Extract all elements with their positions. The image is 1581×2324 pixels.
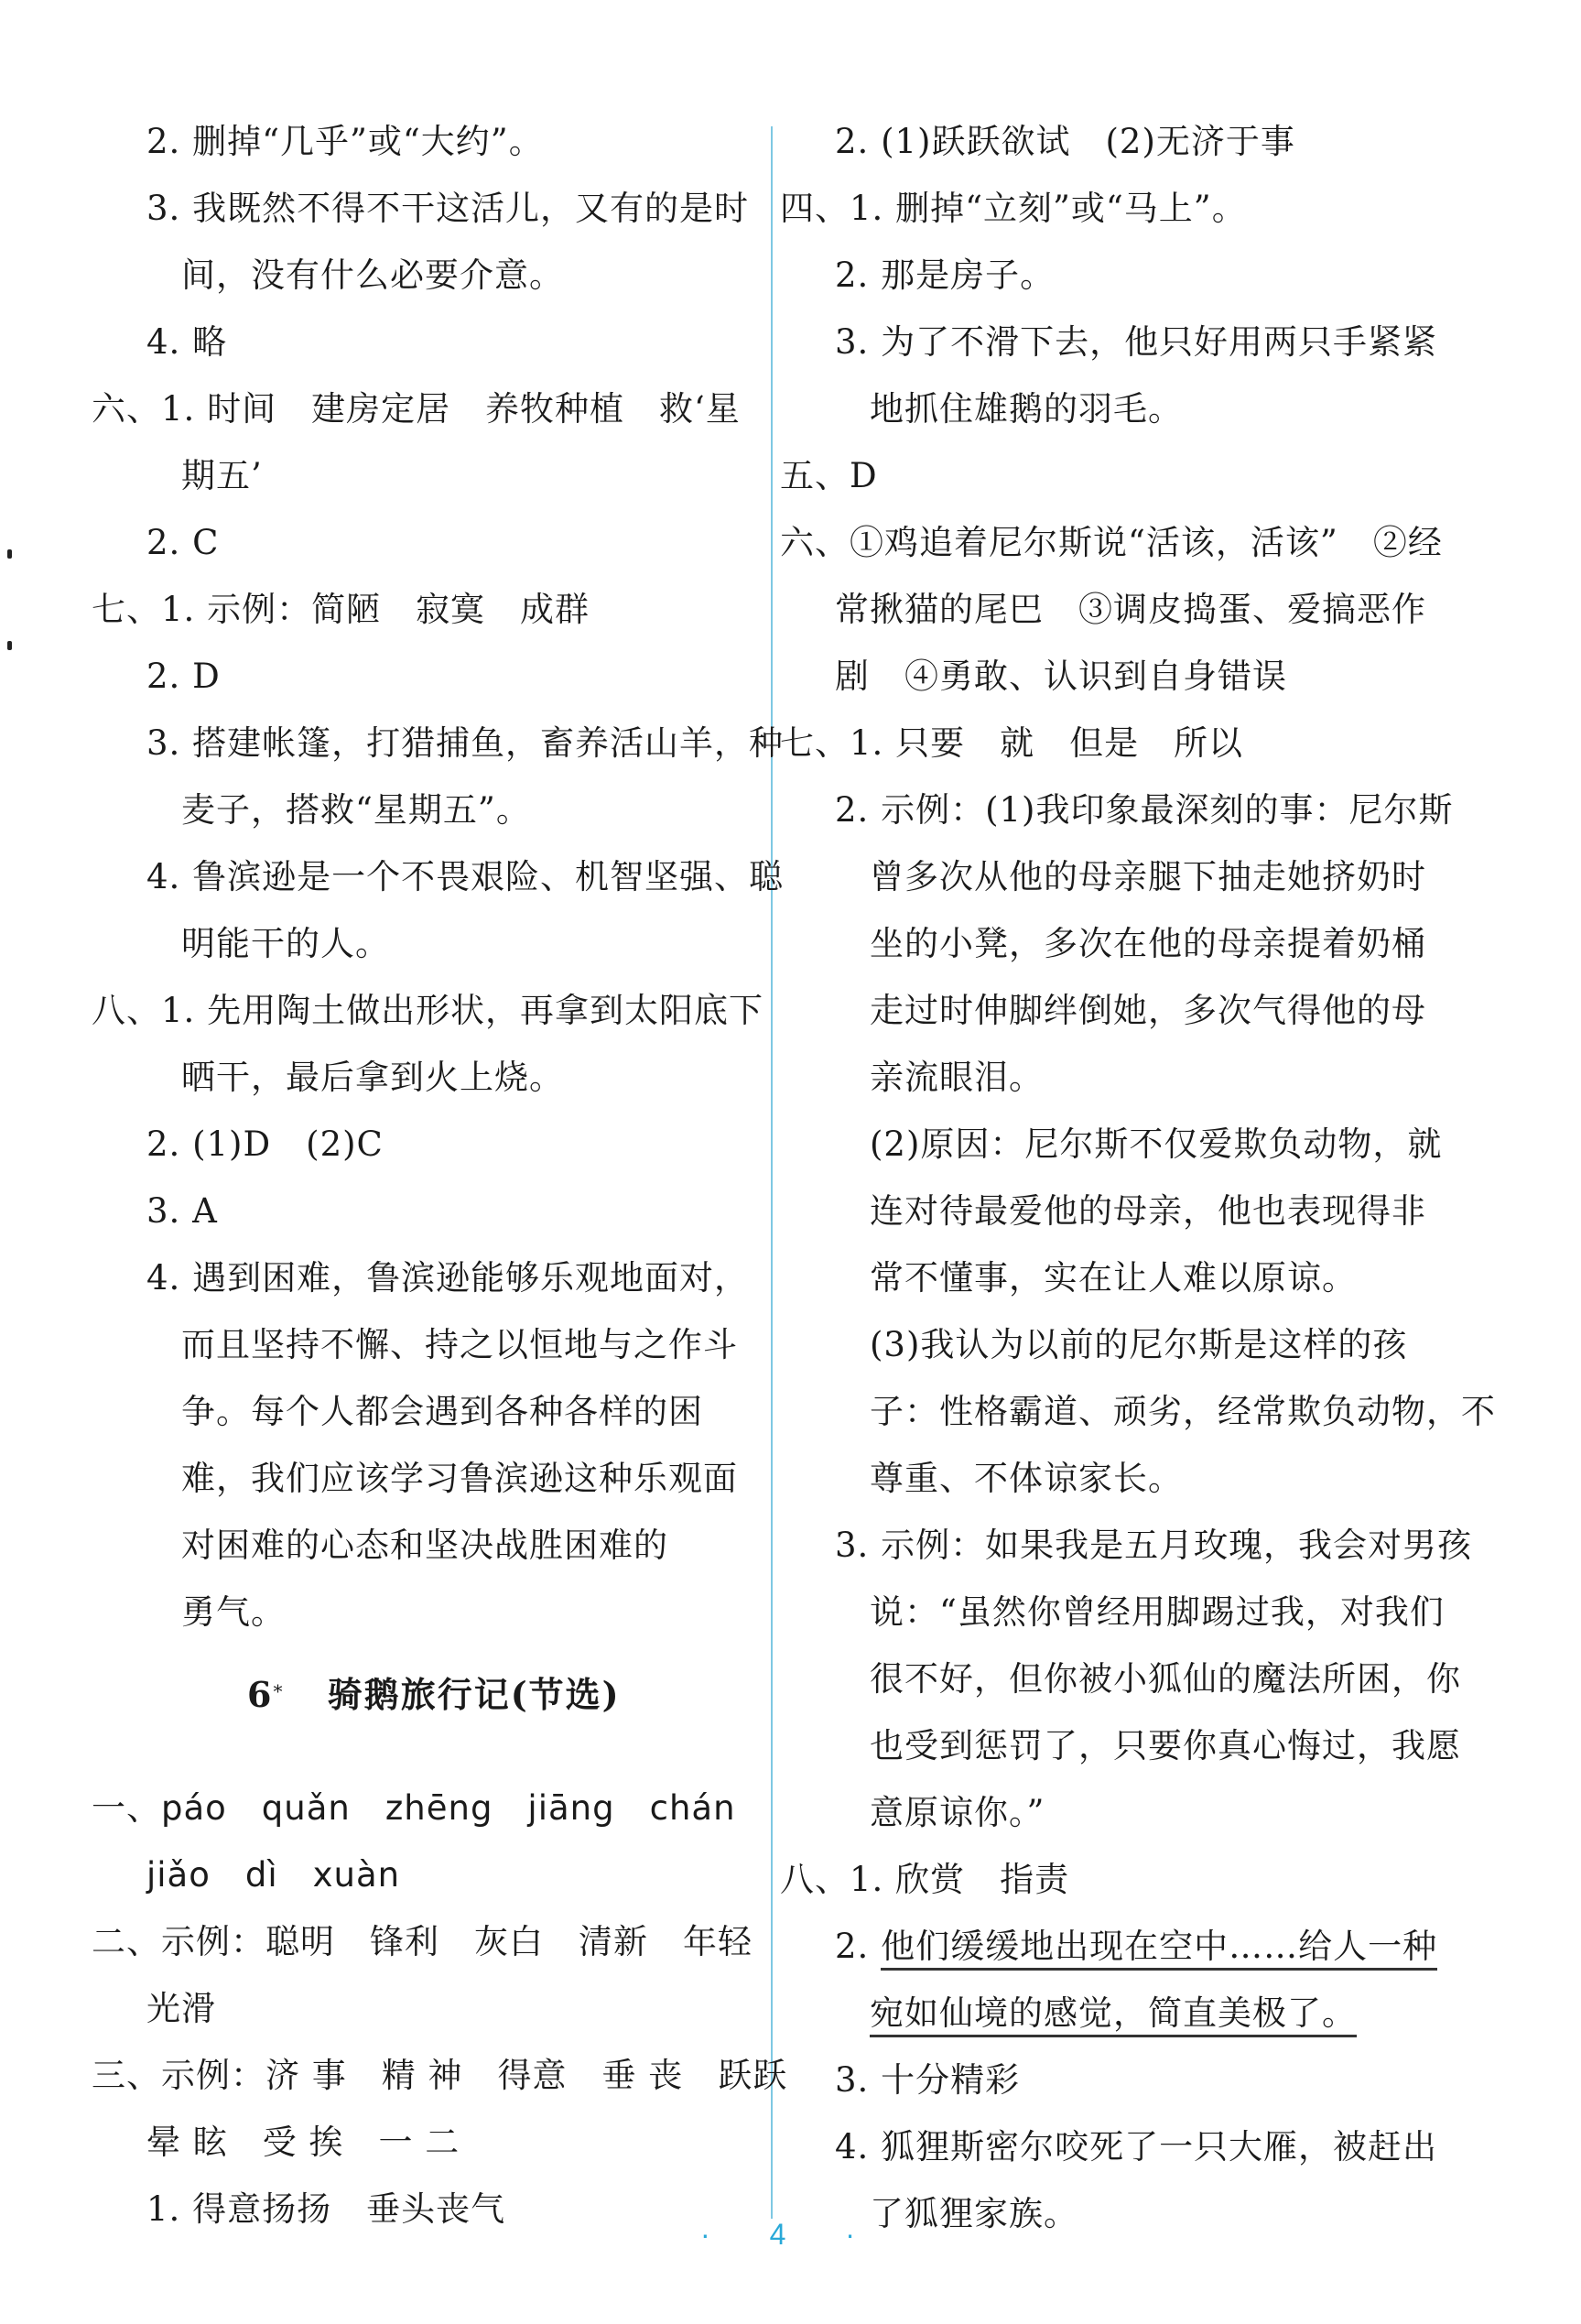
answer-line: 坐的小凳，多次在他的母亲提着奶桶	[870, 924, 1426, 963]
answer-line: 三、示例：济 事 精 神 得意 垂 丧 跃跃	[92, 2056, 788, 2095]
answer-line: 七、1. 示例：简陋 寂寞 成群	[92, 590, 590, 629]
answer-line: 2. C	[146, 523, 220, 562]
answer-line: 争。每个人都会遇到各种各样的困	[181, 1392, 703, 1431]
answer-line: 尊重、不体谅家长。	[870, 1459, 1183, 1498]
answer-line: 走过时伸脚绊倒她，多次气得他的母	[870, 991, 1426, 1030]
answer-line: 3. 示例：如果我是五月玫瑰，我会对男孩	[835, 1526, 1473, 1565]
answer-line: 意原谅你。”	[870, 1793, 1045, 1832]
answer-line: 3. 我既然不得不干这活儿，又有的是时	[146, 189, 750, 228]
answer-line: 八、1. 欣赏 指责	[780, 1860, 1070, 1899]
answer-line: 2. D	[146, 657, 221, 696]
answer-line: 连对待最爱他的母亲，他也表现得非	[870, 1191, 1426, 1231]
answer-line: 2. 删掉“几乎”或“大约”。	[146, 122, 544, 161]
answer-line: 4. 遇到困难，鲁滨逊能够乐观地面对，	[146, 1258, 750, 1298]
answer-line: 了狐狸家族。	[870, 2194, 1078, 2233]
answer-line: 八、1. 先用陶土做出形状，再拿到太阳底下	[92, 991, 764, 1030]
answer-line: 麦子，搭救“星期五”。	[181, 790, 531, 830]
answer-line: 3. 十分精彩	[835, 2060, 1021, 2100]
answer-line: 3. 搭建帐篷，打猎捕鱼，畜养活山羊，种	[146, 723, 785, 763]
answer-line: 4. 狐狸斯密尔咬死了一只大雁，被赶出	[835, 2127, 1438, 2167]
scan-mark	[7, 641, 12, 650]
answer-line: jiǎo dì xuàn	[146, 1855, 401, 1895]
answer-line: 常揪猫的尾巴 ③调皮捣蛋、爱搞恶作	[835, 590, 1426, 629]
answer-line: 六、①鸡追着尼尔斯说“活该，活该” ②经	[780, 523, 1443, 562]
answer-line: 3. A	[146, 1191, 218, 1231]
answer-line: 二、示例：聪明 锋利 灰白 清新 年轻	[92, 1922, 753, 1961]
answer-line: 剧 ④勇敢、认识到自身错误	[835, 657, 1287, 696]
answer-line: 明能干的人。	[181, 924, 390, 963]
answer-line: 曾多次从他的母亲腿下抽走她挤奶时	[870, 857, 1426, 896]
answer-line: 也受到惩罚了，只要你真心悔过，我愿	[870, 1726, 1461, 1765]
answer-line: 1. 得意扬扬 垂头丧气	[146, 2189, 506, 2229]
page-number: · 4 ·	[700, 2218, 881, 2251]
answer-line: 难，我们应该学习鲁滨逊这种乐观面	[181, 1459, 738, 1498]
answer-line: 很不好，但你被小狐仙的魔法所困，你	[870, 1659, 1461, 1699]
answer-line: 晕 眩 受 挨 一 二	[146, 2123, 460, 2162]
answer-line: 期五’	[181, 456, 263, 495]
answer-line: 光滑	[146, 1989, 216, 2028]
answer-line: 常不懂事，实在让人难以原谅。	[870, 1258, 1357, 1298]
answer-line: 2. 他们缓缓地出现在空中……给人一种	[835, 1924, 1437, 1970]
answer-line: 亲流眼泪。	[870, 1058, 1044, 1097]
scan-mark	[7, 549, 12, 559]
answer-line: 4. 鲁滨逊是一个不畏艰险、机智坚强、聪	[146, 857, 785, 896]
answer-line: 4. 略	[146, 322, 228, 362]
answer-line: 勇气。	[181, 1592, 286, 1632]
answer-line: 四、1. 删掉“立刻”或“马上”。	[780, 189, 1247, 228]
answer-line: 七、1. 只要 就 但是 所以	[780, 723, 1244, 763]
answer-line: 对困难的心态和坚决战胜困难的	[181, 1526, 668, 1565]
section-title: 骑鹅旅行记(节选)	[327, 1674, 621, 1715]
answer-line: (2)原因：尼尔斯不仅爱欺负动物，就	[870, 1124, 1443, 1164]
answer-line: 2. (1)跃跃欲试 (2)无济于事	[835, 122, 1295, 161]
section-heading	[247, 1672, 621, 1718]
answer-line: 晒干，最后拿到火上烧。	[181, 1058, 564, 1097]
answer-line: 3. 为了不滑下去，他只好用两只手紧紧	[835, 322, 1438, 362]
answer-line: 地抓住雄鹅的羽毛。	[870, 389, 1183, 429]
answer-line: 2. (1)D (2)C	[146, 1124, 384, 1164]
answer-line: 六、1. 时间 建房定居 养牧种植 救‘星	[92, 389, 741, 429]
answer-line: (3)我认为以前的尼尔斯是这样的孩	[870, 1325, 1408, 1364]
section-number: 6	[247, 1674, 274, 1715]
answer-line: 而且坚持不懈、持之以恒地与之作斗	[181, 1325, 738, 1364]
section-mark: *	[273, 1680, 285, 1702]
answer-line: 说：“虽然你曾经用脚踢过我，对我们	[870, 1592, 1445, 1632]
answer-line: 2. 示例：(1)我印象最深刻的事：尼尔斯	[835, 790, 1454, 830]
answer-line: 五、D	[780, 456, 878, 495]
answer-line: 一、páo quǎn zhēng jiāng chán	[92, 1788, 736, 1828]
answer-line: 宛如仙境的感觉，简直美极了。	[870, 1991, 1357, 2036]
answer-line: 间，没有什么必要介意。	[181, 255, 564, 295]
answer-line: 子：性格霸道、顽劣，经常欺负动物，不	[870, 1392, 1496, 1431]
column-divider	[771, 126, 773, 2219]
answer-line: 2. 那是房子。	[835, 255, 1056, 295]
